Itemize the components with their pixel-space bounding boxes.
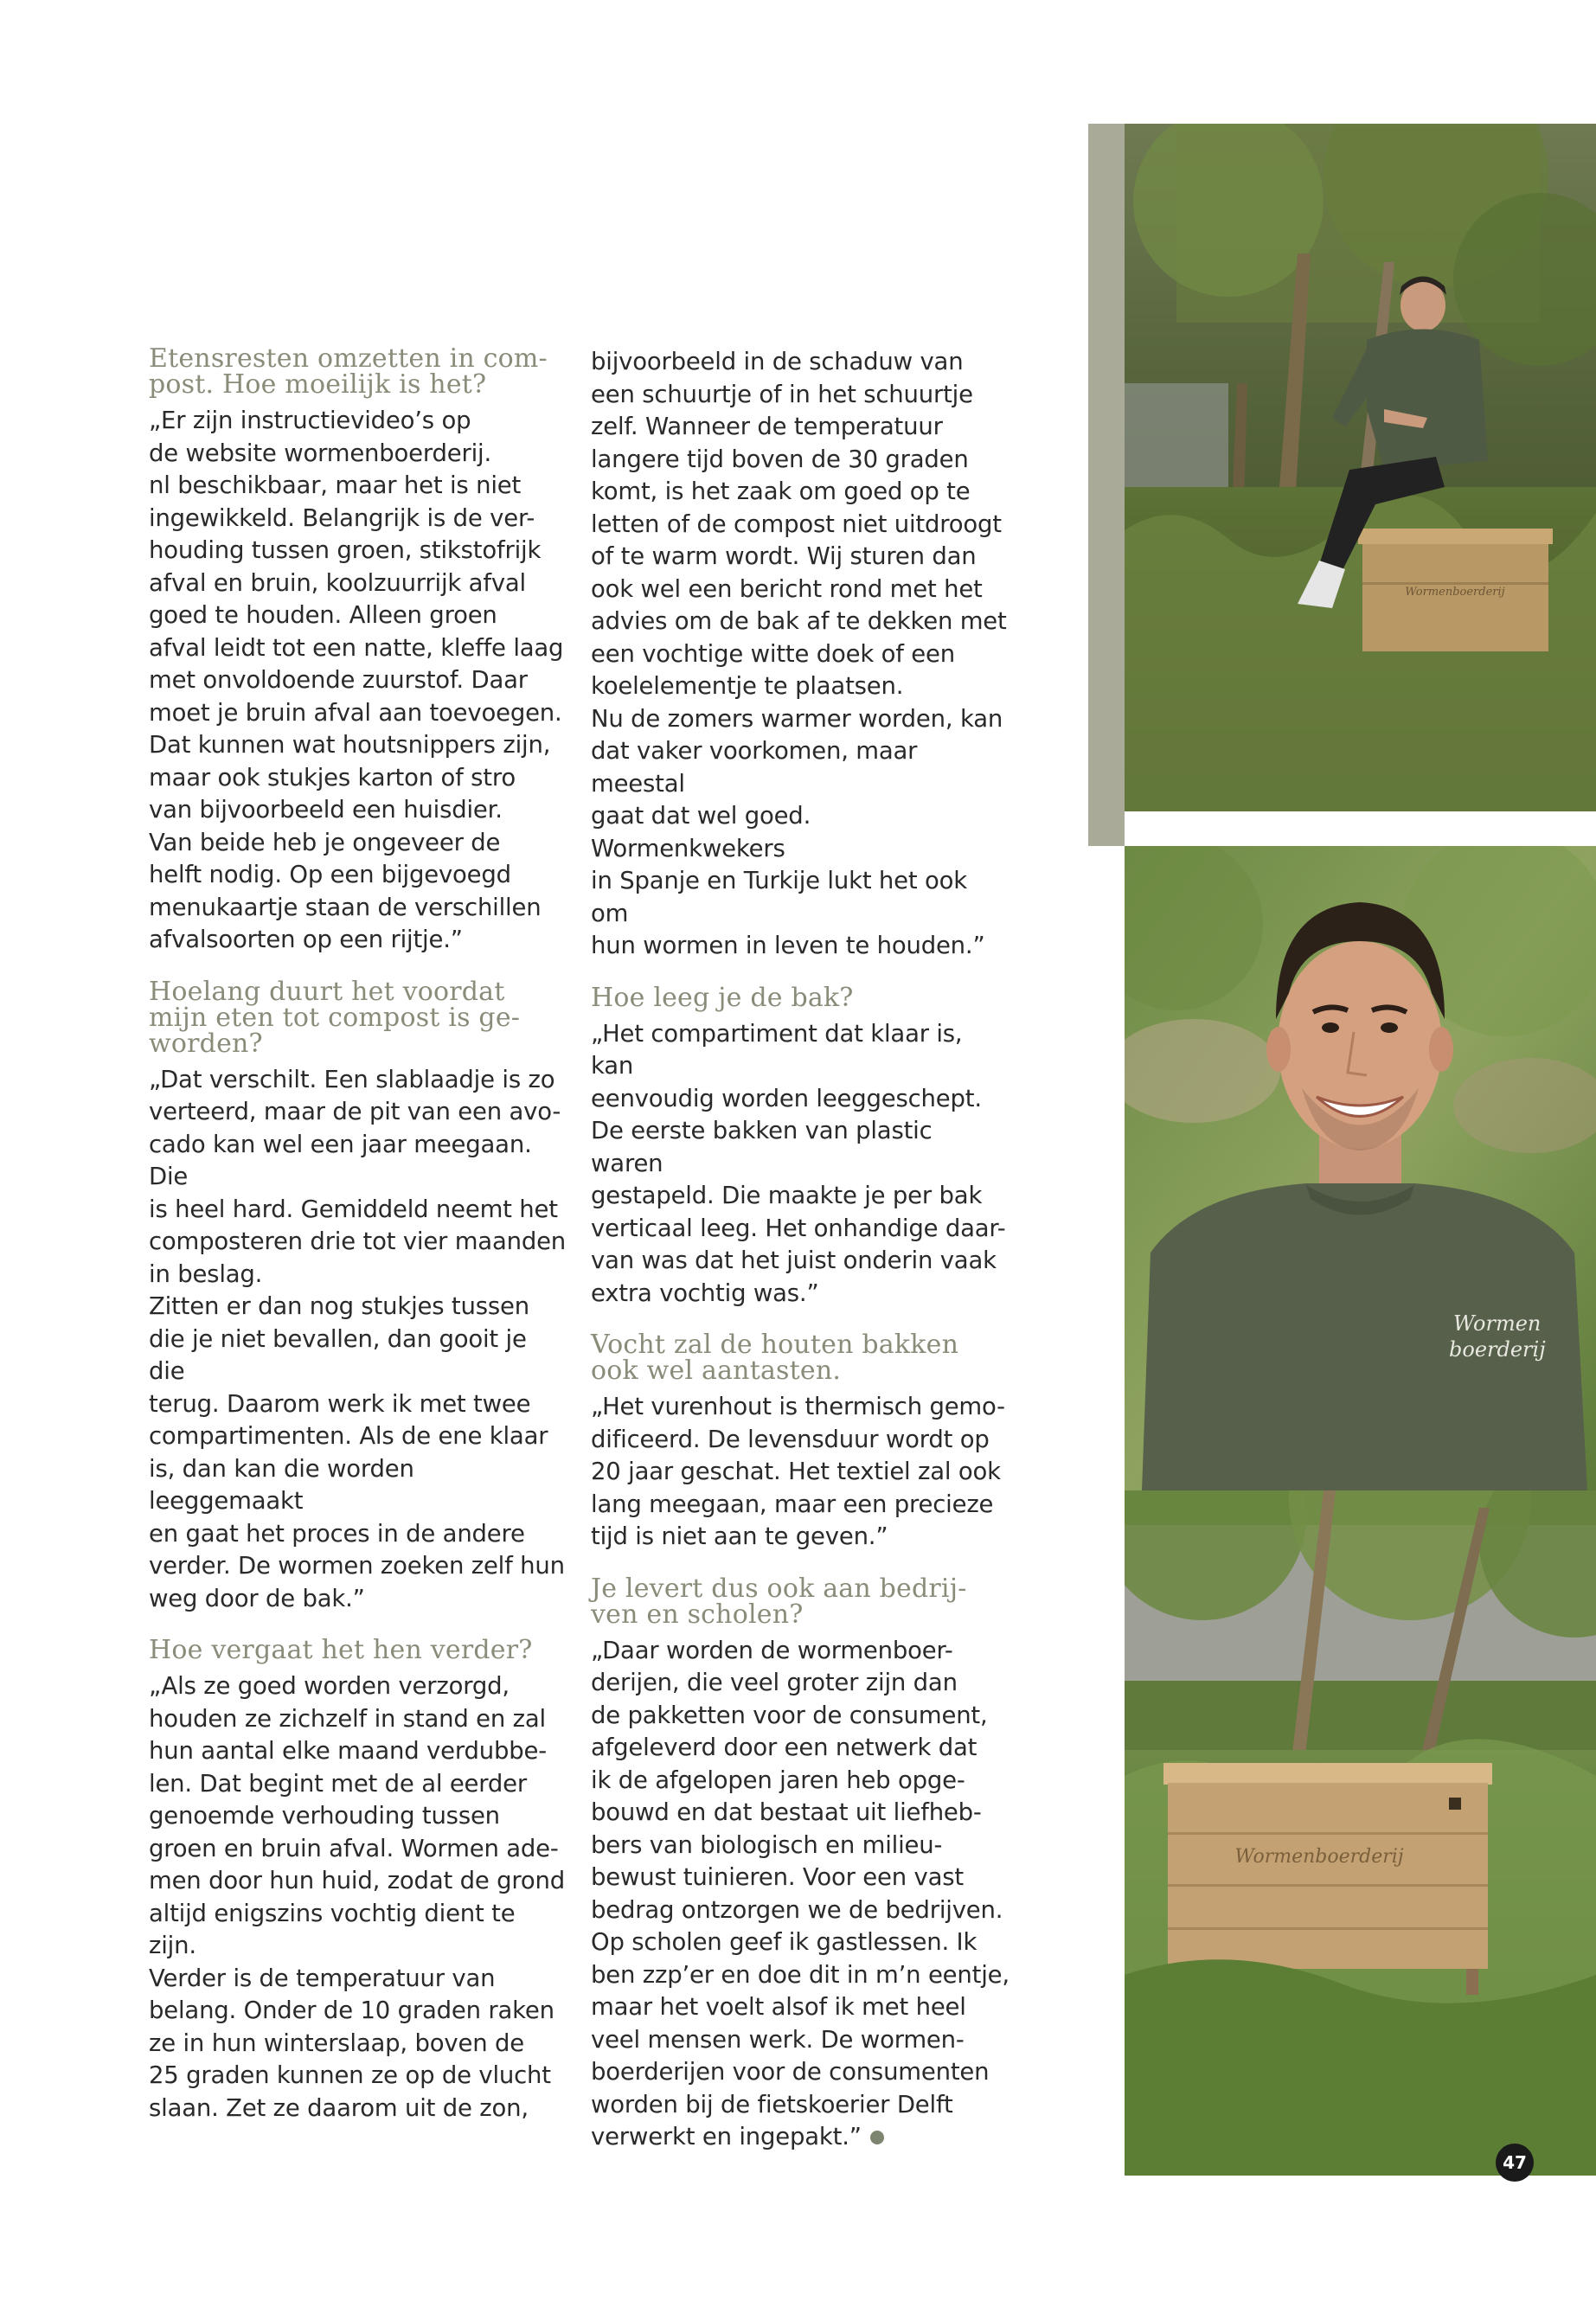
photo-illustration	[1125, 124, 1596, 811]
photo-illustration	[1125, 1490, 1596, 2176]
question-heading: Hoelang duurt het voordat mijn eten tot compost is ge- worden?	[149, 976, 521, 1059]
question-heading: Etensresten omzetten in com- post. Hoe moeilijk is het?	[149, 343, 548, 400]
answer-paragraph: „Er zijn instructievideo’s op de website wormenboerderij. nl beschikbaar, maar het is niet ingewikkeld. Belangrijk is de ver- houding tussen groen, stikstofrijk afval en bruin, koolzuurrijk afval goed te houden. Alleen groen afval leidt tot een natte, kleffe laag met onvoldoende zuurstof. Daar moet je bruin afval aan toevoegen. Dat kunnen wat houtsnippers zijn, maar ook stukjes karton of stro van bijvoorbeeld een huisdier. Van beide heb je ongeveer de helft nodig. Op een bijgevoegd menukaartje staan de verschillen afvalsoorten op een rijtje.”	[149, 407, 564, 953]
answer-paragraph: „Als ze goed worden verzorgd, houden ze zichzelf in stand en zal hun aantal elke maand verdubbe- len. Dat begint met de al eerder genoemde verhouding tussen groen en bruin afval. Wormen ade- men door hun huid, zodat de grond altijd enigszins vochtig dient te zijn. Verder is de temperatuur van belang. Onder de 10 graden raken ze in hun winterslaap, boven de 25 graden kunnen ze op de vlucht slaan. Zet ze daarom uit de zon,	[149, 1672, 565, 2122]
end-mark-icon	[870, 2131, 884, 2144]
article-column-left	[149, 343, 568, 2125]
box-label-text: Wormenboerderij	[1405, 586, 1505, 599]
question-heading: Je levert dus ook aan bedrij- ven en scholen?	[591, 1573, 967, 1630]
sweater-print-line1: Wormen	[1453, 1311, 1542, 1336]
photo-worm-box	[1125, 1490, 1596, 2176]
photo-man-sitting-on-box	[1125, 124, 1596, 811]
accent-bar	[1088, 124, 1125, 846]
question-heading: Hoe leeg je de bak?	[591, 982, 854, 1013]
page-number-badge: 47	[1496, 2144, 1534, 2182]
answer-paragraph: „Het compartiment dat klaar is, kan eenvoudig worden leeggeschept. De eerste bakken van plastic waren gestapeld. Die maakte je per bak verticaal leeg. Het onhandige daar- van was dat het juist onderin vaak extra vochtig was.”	[591, 1019, 1006, 1307]
answer-paragraph: „Het vurenhout is thermisch gemo- dificeerd. De levensduur wordt op 20 jaar geschat. Het textiel zal ook lang meegaan, maar een precieze tijd is niet aan te geven.”	[591, 1393, 1005, 1550]
answer-text: „Daar worden de wormenboer- derijen, die veel groter zijn dan de pakketten voor de consument, afgeleverd door een netwerk dat ik de afgelopen jaren heb opge- bouwd en dat bestaat uit liefheb- bers van biologisch en milieu- bewust tuinieren. Voor een vast bedrag ontzorgen we de bedrijven. Op scholen geef ik gastlessen. Ik ben zzp’er en doe dit in m’n eentje, maar het voelt alsof ik met heel veel mensen werk. De wormen- boerderijen voor de consumenten worden bij de fietskoerier Delft verwerkt en ingepakt.”	[591, 1636, 1010, 2150]
question-heading: Hoe vergaat het hen verder?	[149, 1635, 533, 1665]
sweater-print-line2: boerderij	[1449, 1337, 1546, 1362]
question-heading: Vocht zal de houten bakken ook wel aantasten.	[591, 1330, 959, 1386]
answer-paragraph-final	[591, 1635, 1010, 2154]
article-column-middle	[591, 346, 1010, 2154]
answer-paragraph: „Dat verschilt. Een slablaadje is zo verteerd, maar de pit van een avo- cado kan wel een jaar meegaan. Die is heel hard. Gemiddeld neemt het composteren drie tot vier maanden in beslag. Zitten er dan nog stukjes tussen die je niet bevallen, dan gooit je die terug. Daarom werk ik met twee compartimenten. Als de ene klaar is, dan kan die worden leeggemaakt en gaat het proces in de andere verder. De wormen zoeken zelf hun weg door de bak.”	[149, 1065, 567, 1612]
box-label-text: Wormenboerderij	[1234, 1846, 1404, 1868]
photo-illustration	[1125, 846, 1596, 1490]
answer-continuation: bijvoorbeeld in de schaduw van een schuurtje of in het schuurtje zelf. Wanneer de temperatuur langere tijd boven de 30 graden komt, is het zaak om goed op te letten of de compost niet uitdroogt of te warm wordt. Wij sturen dan ook wel een bericht rond met het advies om de bak af te dekken met een vochtige witte doek of een koelelementje te plaatsen. Nu de zomers warmer worden, kan dat vaker voorkomen, maar meestal gaat dat wel goed. Wormenkwekers in Spanje en Turkije lukt het ook om hun wormen in leven te houden.”	[591, 348, 1007, 959]
photo-portrait	[1125, 846, 1596, 1490]
